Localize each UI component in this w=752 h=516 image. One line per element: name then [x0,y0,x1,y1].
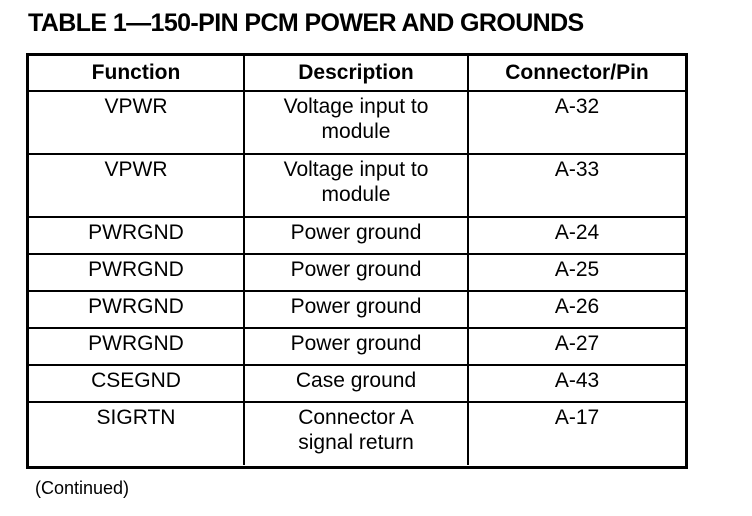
pin-table [29,56,685,465]
pin-table-frame [26,53,688,469]
column-header-connector-pin: Connector/Pin [468,56,685,91]
connector-pin-cell: A-43 [468,365,685,402]
continued-note: (Continued) [35,478,130,498]
connector-pin-cell: A-24 [468,217,685,254]
description-line: Voltage input to [283,158,429,181]
function-cell: PWRGND [29,217,244,254]
connector-pin-cell: A-33 [468,154,685,217]
table-row [29,91,685,154]
table-row [29,365,685,402]
description-cell [244,402,468,465]
connector-pin-cell: A-26 [468,291,685,328]
page-title: TABLE 1—150-PIN PCM POWER AND GROUNDS [28,9,584,37]
function-cell: CSEGND [29,365,244,402]
table-header-row [29,56,685,91]
table-row [29,217,685,254]
description-cell: Case ground [244,365,468,402]
description-line: module [321,120,391,143]
function-cell: VPWR [29,154,244,217]
table-row [29,328,685,365]
function-cell: SIGRTN [96,406,176,429]
function-cell: VPWR [29,91,244,154]
table-row [29,154,685,217]
description-cell [244,91,468,154]
table-row [29,402,685,465]
description-cell: Power ground [244,217,468,254]
connector-pin-cell: A-27 [468,328,685,365]
description-line: Connector A [298,406,414,429]
column-header-function: Function [29,56,244,91]
description-line: Voltage input to [283,95,429,118]
connector-pin-cell: A-25 [468,254,685,291]
connector-pin-cell: A-32 [468,91,685,154]
column-header-description: Description [244,56,468,91]
description-cell: Power ground [244,328,468,365]
table-row [29,254,685,291]
description-line: module [321,183,391,206]
description-line: signal return [298,431,414,454]
description-cell: Power ground [244,254,468,291]
function-cell: PWRGND [29,328,244,365]
connector-pin-cell: A-17 [468,402,685,465]
function-cell: PWRGND [29,291,244,328]
description-cell: Power ground [244,291,468,328]
function-cell: PWRGND [29,254,244,291]
table-row [29,291,685,328]
description-cell [244,154,468,217]
